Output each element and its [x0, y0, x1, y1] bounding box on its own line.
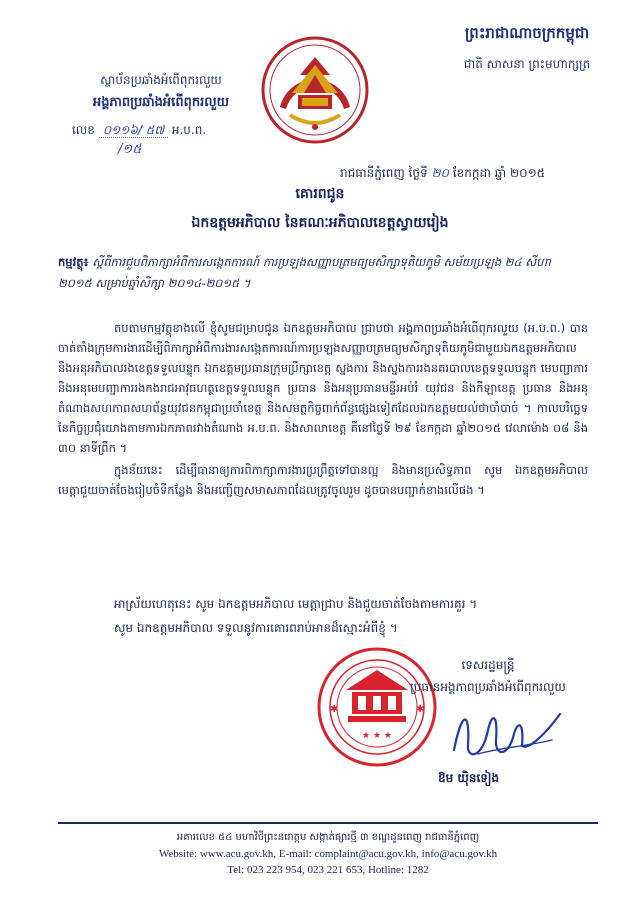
closing-line-1: អាស្រ័យហេតុនេះ សូម ឯកឧត្តមអភិបាល មេត្តាជ្រាប និងជួយចាត់ចែងតាមការគួរ ។	[114, 597, 478, 611]
subject-label: កម្មវត្ថុ៖	[58, 255, 89, 269]
paragraph-2: ក្នុងន័យនេះ ដើម្បីធានាឲ្យការពិភាក្សាការងារប្រព្រឹត្តទៅបានល្អ និងមានប្រសិទ្ធភាព សូម ឯកឧត្តមអភិបាល មេត្តាជួយចាត់ចែងរៀបចំទីកន្លែង និងអញ្ជើញសមាសភាពដែលត្រូវចូលរួម ដូចបានបញ្ជាក់ខាងលើផង ។	[58, 463, 588, 497]
footer-website: Website: www.acu.gov.kh, E-mail: complaint@acu.gov.kh, info@acu.gov.kh	[158, 848, 498, 860]
footer-phone: Tel: 023 223 954, 023 221 653, Hotline: 1282	[227, 864, 429, 876]
paragraph-1: តបតាមកម្មវត្ថុខាងលើ ខ្ញុំសូមជម្រាបជូន ឯកឧត្តមអភិបាល ជ្រាបថា អង្គភាពប្រឆាំងអំពើពុករលួយ (អ.ប.ព.) បានចាត់តាំងក្រុមការងារដើម្បីពិភាក្សាអំពីការងារសង្កេតការណ៍ការប្រឡងសញ្ញាបត្រមធ្យមសិក្សាទុតិយភូមិជាមួយឯកឧត្តមអភិបាល និងអនុអភិបាលរងខេត្តទទួលបន្ទុក ឯកឧត្តមប្រធានក្រុមប្រឹក្សាខេត្ត ស្នងការ និងស្នងការរងនគរបាលខេត្តទទួលបន្ទុក មេបញ្ជាការ និងអនុមេបញ្ជាការរងកងរាជអាវុធហត្ថខេត្តទទួលបន្ទុក ប្រធាន និងអនុប្រធានមន្ទីរអប់រំ យុវជន និងកីឡាខេត្ត ប្រធាន និងអនុតំណាងសហភាពសហព័ន្ធយុវជនកម្ពុជាប្រចាំខេត្ត និងសមត្ថកិច្ចពាក់ព័ន្ធផ្សេងទៀតដែលឯកឧត្តមយល់ថាចាំបាច់ ។ កាលបរិច្ឆេទនៃកិច្ចប្រជុំយោងតាមការឯកភាពរវាងតំណាង អ.ប.ព. និងសាលាខេត្ត គឺនៅថ្ងៃទី ២៩ ខែកក្កដា ឆ្នាំ២០១៥ វេលាម៉ោង ០៨ និង ៣០ នាទីព្រឹក ។	[58, 321, 588, 455]
reference-number	[72, 122, 206, 140]
svg-text:✱: ✱	[416, 704, 425, 715]
kingdom-motto: ជាតិ សាសនា ព្រះមហាក្សត្រ	[463, 57, 591, 71]
addressee-name: ឯកឧត្តមអភិបាល នៃគណៈអភិបាលខេត្តស្វាយរៀង	[191, 215, 449, 231]
closing	[58, 592, 598, 640]
signer-title	[378, 654, 598, 698]
svg-text:✱: ✱	[330, 704, 339, 715]
letter-body	[58, 318, 588, 502]
closing-line-2: សូម ឯកឧត្តមអភិបាល ទទួលនូវការគោរពរាប់អានដ៏ស្មោះអំពីខ្ញុំ ។	[114, 621, 398, 635]
signature	[448, 700, 568, 766]
ref-label: លេខ	[72, 123, 95, 137]
kingdom-heading	[432, 24, 622, 74]
signer-name: ឱម យ៉ិនទៀង	[438, 771, 500, 785]
addressee-to: គោរពជូន	[295, 186, 345, 202]
signer-position: ប្រធានអង្គភាពប្រឆាំងអំពើពុករលួយ	[410, 680, 566, 694]
svg-text:★ ★ ★: ★ ★ ★	[362, 731, 392, 741]
subject	[58, 252, 588, 294]
ref-extra: /១៥	[118, 142, 142, 157]
issuer-parent: ស្ថាប័នប្រឆាំងអំពើពុករលួយ	[100, 73, 222, 87]
ref-suffix: អ.ប.ព.	[171, 123, 207, 137]
issuer-name: អង្គភាពប្រឆាំងអំពើពុករលួយ	[93, 95, 229, 110]
footer-divider	[58, 822, 598, 824]
issuer-block	[56, 72, 266, 113]
ref-number: ០១១៦/ ៥៧	[99, 123, 168, 138]
footer-address: អគារលេខ ៥៤ មហាវិថីព្រះនរោត្តម សង្កាត់ផ្សារថ្មី ៣ ខណ្ឌដូនពេញ រាជធានីភ្នំពេញ	[176, 832, 480, 843]
date-day: ២០	[431, 166, 450, 180]
date-line	[340, 165, 545, 183]
acu-logo	[260, 35, 370, 145]
addressee	[0, 184, 640, 234]
signer-rank: ទេសរដ្ឋមន្ត្រី	[461, 658, 515, 672]
date-prefix: រាជធានីភ្នំពេញ ថ្ងៃទី	[340, 166, 428, 180]
footer	[58, 830, 598, 878]
subject-text: ស្តីពីការជួបពិភាក្សាអំពីការសង្កេតការណ៍ ការប្រឡងសញ្ញាបត្រមធ្យមសិក្សាទុតិយភូមិ សម័យប្រឡង ២៤ សីហា ២០១៥ សម្រាប់ឆ្នាំសិក្សា ២០១៤-២០១៥ ។	[58, 255, 551, 290]
date-suffix: ខែកក្កដា ឆ្នាំ ២០១៥	[452, 166, 546, 180]
kingdom-title: ព្រះរាជាណាចក្រកម្ពុជា	[464, 24, 590, 42]
